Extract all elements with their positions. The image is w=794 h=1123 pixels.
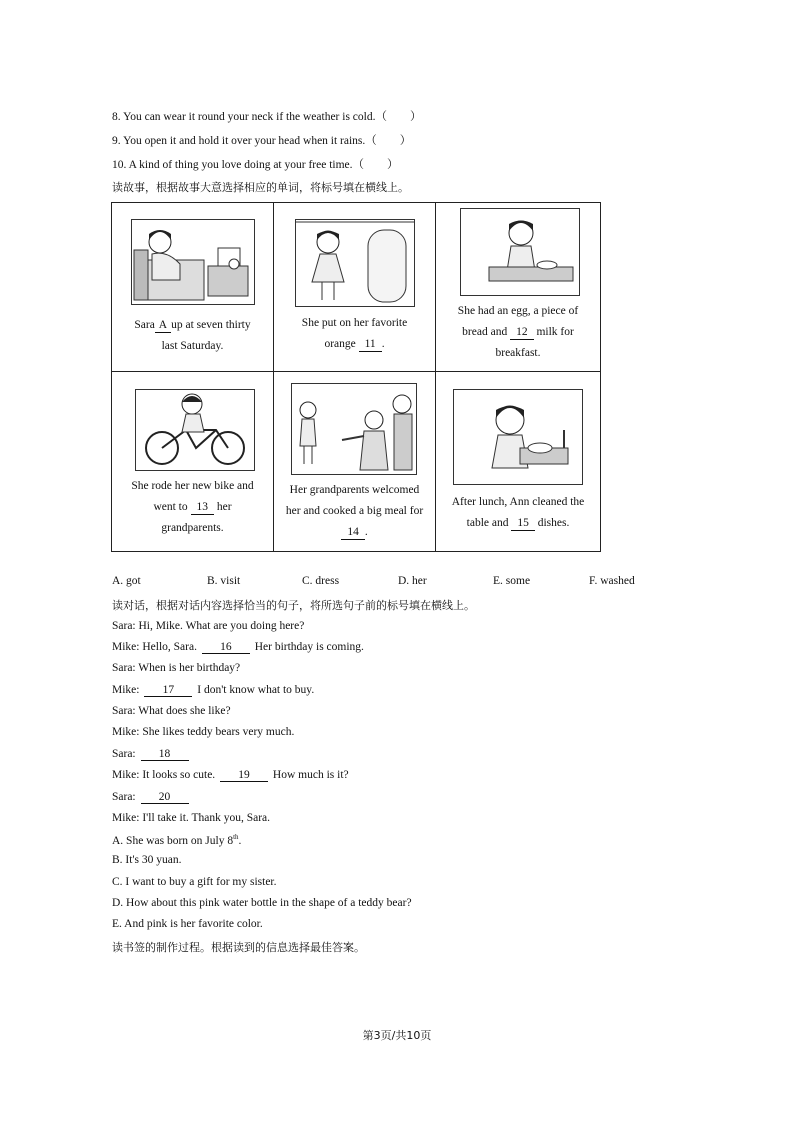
sentence-option-a: A. She was born on July 8th.	[112, 833, 242, 847]
story-instruction: 读故事，根据故事大意选择相应的单词，将标号填在横线上。	[112, 181, 409, 194]
blank-15[interactable]: 15	[511, 516, 535, 531]
girl-dressing-picture	[295, 219, 415, 307]
girl-washing-dishes-picture	[453, 389, 583, 485]
page-footer: 第3页/共10页	[362, 1029, 432, 1042]
sentence-option-e: E. And pink is her favorite color.	[112, 918, 263, 930]
dialogue-line-9: Sara: 20	[112, 791, 191, 804]
blank-14[interactable]: 14	[341, 525, 365, 540]
dialogue-line-4: Mike: 17 I don't know what to buy.	[112, 684, 315, 696]
question-9: 9. You open it and hold it over your head when it rains.（ ）	[112, 135, 412, 147]
girl-waking-up-picture	[131, 219, 255, 305]
dialogue-line-10: Mike: I'll take it. Thank you, Sara.	[112, 812, 271, 824]
word-option-b: B. visit	[207, 575, 241, 587]
sentence-option-d: D. How about this pink water bottle in the shape of a teddy bear?	[112, 897, 412, 909]
grandparents-welcome-picture	[291, 383, 417, 475]
dialogue-line-1: Sara: Hi, Mike. What are you doing here?	[112, 620, 305, 632]
word-option-e: E. some	[493, 575, 531, 587]
blank-18[interactable]: 18	[141, 748, 189, 761]
story-grid	[111, 202, 601, 552]
story-cell-6: After lunch, Ann cleaned the table and 15 dishes.	[436, 372, 600, 551]
question-8: 8. You can wear it round your neck if the weather is cold.（ ）	[112, 111, 422, 123]
story-cell-3: She had an egg, a piece of bread and 12 milk for breakfast.	[436, 203, 600, 371]
blank-13[interactable]: 13	[191, 500, 215, 515]
dialogue-instruction: 读对话，根据对话内容选择恰当的句子，将所选句子前的标号填在横线上。	[112, 599, 475, 612]
question-10: 10. A kind of thing you love doing at your free time.（ ）	[112, 159, 399, 171]
word-option-c: C. dress	[302, 575, 340, 587]
dialogue-line-6: Mike: She likes teddy bears very much.	[112, 726, 295, 738]
girl-riding-bike-picture	[135, 389, 255, 471]
story-cell-5: Her grandparents welcomed her and cooked a big meal for 14 .	[274, 372, 435, 551]
blank-20[interactable]: 20	[141, 791, 189, 804]
dialogue-line-8: Mike: It looks so cute. 19 How much is it?	[112, 769, 349, 781]
dialogue-line-7: Sara: 18	[112, 748, 191, 761]
word-option-a: A. got	[112, 575, 141, 587]
dialogue-line-3: Sara: When is her birthday?	[112, 662, 241, 674]
sentence-option-c: C. I want to buy a gift for my sister.	[112, 876, 277, 888]
blank-19[interactable]: 19	[220, 769, 268, 782]
sentence-option-b: B. It's 30 yuan.	[112, 854, 182, 866]
word-option-d: D. her	[398, 575, 427, 587]
blank-11[interactable]: 11	[359, 337, 382, 352]
bookmark-instruction: 读书签的制作过程。根据读到的信息选择最佳答案。	[112, 941, 365, 954]
blank-12[interactable]: 12	[510, 325, 534, 340]
story-cell-2: She put on her favorite orange 11 .	[274, 203, 435, 371]
word-option-f: F. washed	[589, 575, 635, 587]
example-answer-blank[interactable]: A	[155, 318, 171, 333]
blank-16[interactable]: 16	[202, 641, 250, 654]
blank-17[interactable]: 17	[144, 684, 192, 697]
girl-breakfast-picture	[460, 208, 580, 296]
story-cell-4: She rode her new bike and went to 13 her grandparents.	[112, 372, 273, 551]
story-cell-1: Sara A up at seven thirty last Saturday.	[112, 203, 273, 371]
dialogue-line-2: Mike: Hello, Sara. 16 Her birthday is coming.	[112, 641, 364, 653]
dialogue-line-5: Sara: What does she like?	[112, 705, 231, 717]
